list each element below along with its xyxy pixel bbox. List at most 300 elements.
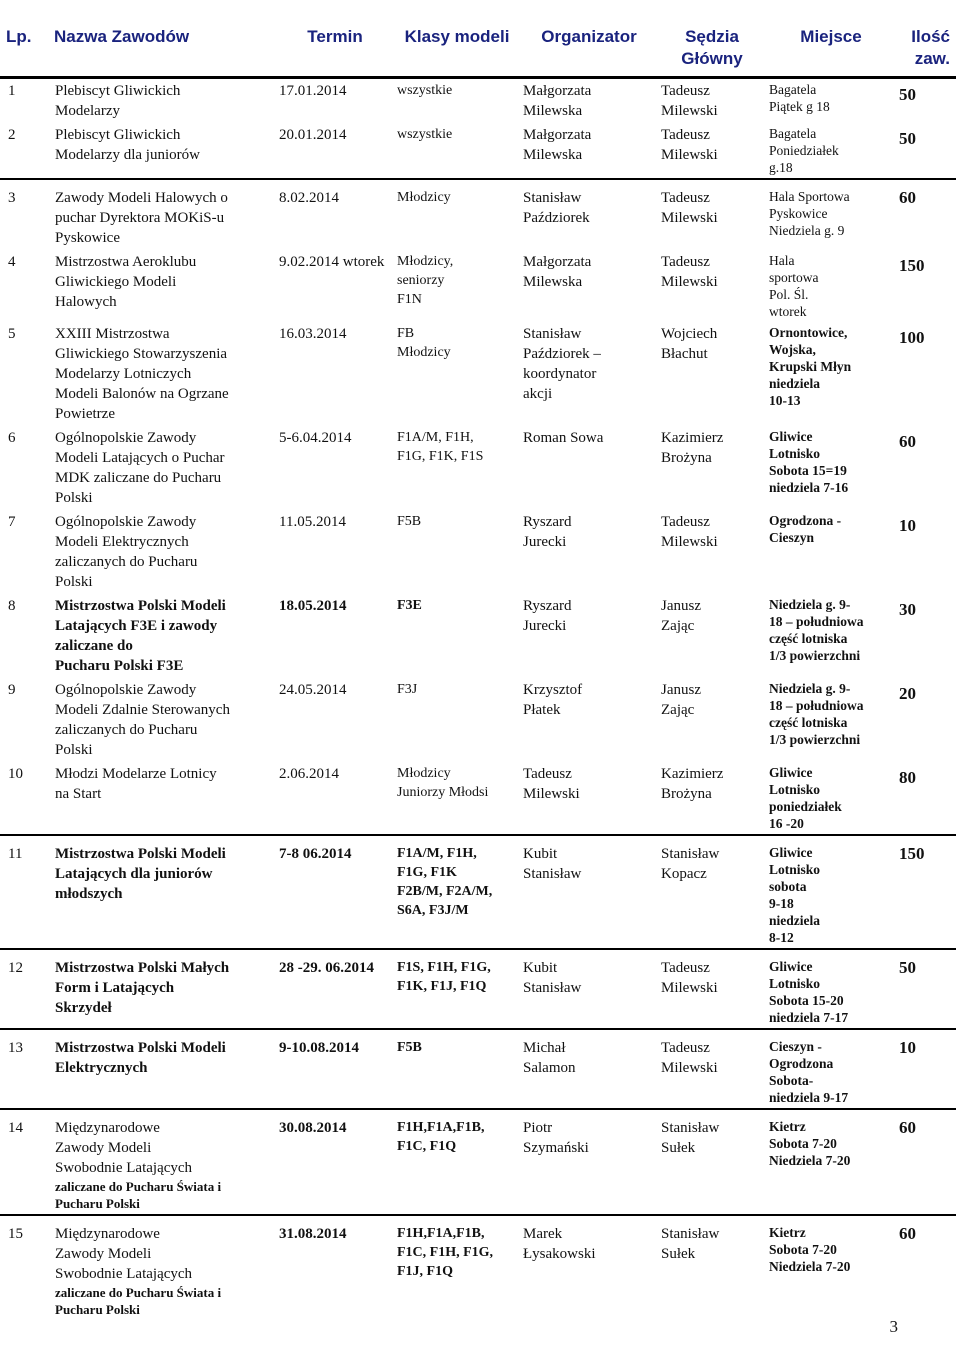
row-quantity: 150 [899, 256, 925, 275]
row-organizer-line: Łysakowski [523, 1246, 596, 1262]
row-place-line: niedziela 9-17 [769, 1090, 849, 1105]
row-organizer-line: Płatek [523, 702, 561, 718]
row-place-line: Poniedziałek [769, 143, 839, 158]
row-place-line: Bagatela [769, 126, 817, 141]
row-place [766, 762, 896, 835]
row-lp: 15 [0, 1215, 52, 1320]
row-judge-line: Tadeusz [661, 83, 710, 99]
row-name-line: Skrzydeł [55, 1000, 112, 1016]
row-lp: 12 [0, 949, 52, 1029]
row-judge-line: Tadeusz [661, 960, 710, 976]
row-place-line: Pyskowice [769, 206, 828, 221]
row-judge [658, 179, 766, 250]
row-classes-line: F3E [397, 598, 422, 613]
row-judge-line: Milewski [661, 147, 718, 163]
row-organizer [520, 594, 658, 678]
row-quantity: 30 [899, 600, 916, 619]
row-judge-line: Zając [661, 618, 695, 634]
row-name-line: Zawody Modeli [55, 1140, 152, 1156]
row-name-line: Polski [55, 574, 93, 590]
row-name-line: Modeli Elektrycznych [55, 534, 189, 550]
row-name-note: Pucharu Polski [55, 1196, 140, 1211]
row-name [52, 835, 276, 949]
row-lp: 9 [8, 682, 16, 698]
row-name-note: zaliczane do Pucharu Świata i [55, 1179, 222, 1194]
row-name-line: zaliczanych do Pucharu [55, 554, 198, 570]
row-judge [658, 123, 766, 179]
row-lp: 3 [0, 179, 52, 250]
row-name-line: na Start [55, 786, 102, 802]
row-place-line: Gliwice [769, 959, 813, 974]
row-place-line: Niedziela g. 9- [769, 681, 851, 696]
row-organizer [520, 1215, 658, 1320]
header-sedzia: Sędzia Główny [658, 10, 766, 78]
row-place-line: Niedziela 7-20 [769, 1259, 851, 1274]
page-number: 3 [889, 1317, 898, 1336]
row-place-line: Niedziela g. 9- [769, 597, 851, 612]
row-place-line: 1/3 powierzchni [769, 648, 861, 663]
row-name-line: zaliczanych do Pucharu [55, 722, 198, 738]
row-place [766, 678, 896, 762]
row-date: 9-10.08.2014 [276, 1029, 394, 1109]
row-classes [394, 1215, 520, 1320]
row-name-line: Mistrzostwa Polski Modeli [55, 598, 226, 614]
row-classes [394, 322, 520, 426]
row-place-line: Ornontowice, [769, 325, 848, 340]
row-judge-line: Zając [661, 702, 695, 718]
row-name-line: Gliwickiego Stowarzyszenia [55, 346, 228, 362]
row-name [52, 762, 276, 835]
row-classes [394, 179, 520, 250]
header-row [0, 10, 956, 78]
row-place [766, 1109, 896, 1215]
row-date: 8.02.2014 [276, 179, 394, 250]
row-classes-line: F1K, F1J, F1Q [397, 979, 487, 994]
row-place-line: sobota [769, 879, 807, 894]
table-row [0, 835, 956, 949]
row-organizer-line: Roman Sowa [523, 430, 604, 446]
row-place [766, 510, 896, 594]
row-name-line: Zawody Modeli Halowych o [55, 190, 228, 206]
row-place-line: Sobota 7-20 [769, 1242, 837, 1257]
row-judge-line: Sułek [661, 1140, 696, 1156]
row-organizer-line: Paździorek [523, 210, 590, 226]
row-organizer-line: Tadeusz [523, 766, 572, 782]
row-place [766, 1029, 896, 1109]
row-date: 30.08.2014 [276, 1109, 394, 1215]
row-classes-line: F2B/M, F2A/M, [397, 884, 493, 899]
row-place-line: Piątek g 18 [769, 99, 830, 114]
row-classes-line: F1J, F1Q [397, 1264, 453, 1279]
header-klasy: Klasy modeli [394, 10, 520, 78]
row-name [52, 123, 276, 179]
row-name-line: Halowych [55, 294, 117, 310]
row-organizer-line: Stanisław [523, 980, 582, 996]
row-organizer-line: Małgorzata [523, 83, 592, 99]
row-place-line: 8-12 [769, 930, 794, 945]
table-row [0, 179, 956, 250]
row-name-line: Pucharu Polski F3E [55, 658, 184, 674]
row-classes-line: F1H,F1A,F1B, [397, 1226, 485, 1241]
row-classes-line: wszystkie [397, 127, 453, 142]
table-row [0, 1029, 956, 1109]
row-judge-line: Tadeusz [661, 1040, 710, 1056]
row-name-line: Mistrzostwa Aeroklubu [55, 254, 197, 270]
row-place-line: część lotniska [769, 631, 848, 646]
row-judge [658, 762, 766, 835]
row-judge [658, 1109, 766, 1215]
row-place-line: Sobota 7-20 [769, 1136, 837, 1151]
row-classes-line: F1A/M, F1H, [397, 430, 474, 445]
row-judge [658, 322, 766, 426]
row-organizer-line: Szymański [523, 1140, 589, 1156]
row-place-line: 1/3 powierzchni [769, 732, 861, 747]
row-judge-line: Milewski [661, 274, 718, 290]
row-name-line: Powietrze [55, 406, 115, 422]
row-name-line: Ogólnopolskie Zawody [55, 514, 197, 530]
row-organizer-line: Paździorek – [523, 346, 601, 362]
row-date: 2.06.2014 [279, 766, 339, 782]
row-organizer-line: Stanisław [523, 326, 582, 342]
row-place [766, 123, 896, 179]
row-judge-line: Tadeusz [661, 190, 710, 206]
row-name [52, 250, 276, 322]
row-place [766, 594, 896, 678]
row-organizer [520, 179, 658, 250]
header-ilosc: Ilość zaw. [896, 10, 956, 78]
row-name-line: XXIII Mistrzostwa [55, 326, 170, 342]
row-judge-line: Janusz [661, 682, 701, 698]
row-judge-line: Milewski [661, 980, 718, 996]
row-classes-line: S6A, F3J/M [397, 903, 469, 918]
row-place-line: niedziela [769, 376, 820, 391]
row-date: 18.05.2014 [279, 598, 347, 614]
row-classes-line: F5B [397, 1040, 422, 1055]
row-organizer-line: Stanisław [523, 866, 582, 882]
row-name-line: Polski [55, 742, 93, 758]
row-lp: 1 [8, 83, 16, 99]
row-classes-line: Młodzicy [397, 766, 451, 781]
row-date: 28 -29. 06.2014 [276, 949, 394, 1029]
row-place-line: Sobota 15-20 [769, 993, 844, 1008]
row-name-line: Swobodnie Latających [55, 1160, 193, 1176]
row-date: 9.02.2014 wtorek [279, 254, 385, 270]
row-classes-line: F1N [397, 292, 422, 307]
row-name-line: Form i Latających [55, 980, 175, 996]
row-place-line: 18 – południowa [769, 698, 864, 713]
row-quantity: 10 [899, 516, 916, 535]
row-judge [658, 594, 766, 678]
header-lp: Lp. [0, 10, 52, 78]
row-lp: 5 [8, 326, 16, 342]
row-judge [658, 1215, 766, 1320]
row-name-line: Mistrzostwa Polski Modeli [55, 846, 226, 862]
table-row [0, 678, 956, 762]
row-name-line: Swobodnie Latających [55, 1266, 193, 1282]
row-name-line: Młodzi Modelarze Lotnicy [55, 766, 217, 782]
row-judge-line: Kopacz [661, 866, 707, 882]
row-organizer [520, 322, 658, 426]
row-organizer-line: Marek [523, 1226, 563, 1242]
row-name [52, 1215, 276, 1320]
row-place [766, 78, 896, 124]
row-name-line: Modeli Zdalnie Sterowanych [55, 702, 230, 718]
row-organizer-line: Milewska [523, 274, 583, 290]
header-termin: Termin [276, 10, 394, 78]
row-classes-line: F1H,F1A,F1B, [397, 1120, 485, 1135]
row-place-line: Pol. Śl. [769, 287, 809, 302]
row-place-line: Bagatela [769, 82, 817, 97]
row-quantity: 20 [899, 684, 916, 703]
row-name-line: Gliwickiego Modeli [55, 274, 177, 290]
row-organizer-line: akcji [523, 386, 553, 402]
row-name-note: zaliczane do Pucharu Świata i [55, 1285, 222, 1300]
row-classes [394, 250, 520, 322]
row-organizer [520, 678, 658, 762]
row-name [52, 426, 276, 510]
row-organizer [520, 123, 658, 179]
row-judge-line: Milewski [661, 103, 718, 119]
row-name [52, 1109, 276, 1215]
row-place [766, 179, 896, 250]
table-row [0, 426, 956, 510]
row-place-line: Lotnisko [769, 446, 821, 461]
row-name-line: Modelarzy [55, 103, 120, 119]
row-classes-line: wszystkie [397, 83, 453, 98]
row-judge-line: Janusz [661, 598, 701, 614]
row-judge [658, 1029, 766, 1109]
row-quantity: 10 [896, 1029, 956, 1109]
row-date: 11.05.2014 [279, 514, 346, 530]
row-place-line: Gliwice [769, 429, 813, 444]
row-organizer-line: Jurecki [523, 618, 567, 634]
row-organizer-line: Salamon [523, 1060, 576, 1076]
row-judge [658, 949, 766, 1029]
row-judge-line: Sułek [661, 1246, 696, 1262]
row-judge-line: Wojciech [661, 326, 718, 342]
row-quantity: 50 [899, 129, 916, 148]
row-organizer-line: Ryszard [523, 598, 572, 614]
row-name-line: Modelarzy dla juniorów [55, 147, 200, 163]
row-name-line: Plebiscyt Gliwickich [55, 127, 181, 143]
row-name-line: Zawody Modeli [55, 1246, 152, 1262]
row-judge-line: Milewski [661, 1060, 718, 1076]
row-place-line: Sobota 15=19 [769, 463, 847, 478]
table-row [0, 1109, 956, 1215]
row-quantity: 60 [896, 1215, 956, 1320]
row-classes [394, 949, 520, 1029]
row-judge-line: Błachut [661, 346, 708, 362]
row-place-line: Cieszyn [769, 530, 814, 545]
row-judge [658, 678, 766, 762]
row-date: 24.05.2014 [279, 682, 347, 698]
row-classes-line: F1C, F1H, F1G, [397, 1245, 494, 1260]
row-classes [394, 426, 520, 510]
row-date: 5-6.04.2014 [279, 430, 352, 446]
row-place-line: 16 -20 [769, 816, 804, 831]
row-name-line: młodszych [55, 886, 123, 902]
row-place [766, 426, 896, 510]
row-organizer [520, 835, 658, 949]
row-judge [658, 426, 766, 510]
row-place-line: Niedziela g. 9 [769, 223, 845, 238]
table-row [0, 322, 956, 426]
row-judge-line: Brożyna [661, 786, 712, 802]
row-quantity: 100 [899, 328, 925, 347]
row-organizer [520, 250, 658, 322]
row-classes-line: Młodzicy [397, 190, 451, 205]
table-row [0, 510, 956, 594]
row-classes [394, 123, 520, 179]
competition-schedule-table [0, 10, 956, 1320]
row-place-line: Krupski Młyn [769, 359, 852, 374]
row-organizer-line: Małgorzata [523, 127, 592, 143]
row-classes-line: F3J [397, 682, 418, 697]
row-judge [658, 835, 766, 949]
row-place-line: część lotniska [769, 715, 848, 730]
row-place [766, 835, 896, 949]
row-organizer-line: Jurecki [523, 534, 567, 550]
row-name [52, 594, 276, 678]
row-name [52, 179, 276, 250]
row-judge-line: Tadeusz [661, 514, 710, 530]
row-name-line: Ogólnopolskie Zawody [55, 430, 197, 446]
row-place-line: Wojska, [769, 342, 816, 357]
row-name-line: Międzynarodowe [55, 1120, 160, 1136]
row-date: 17.01.2014 [279, 83, 347, 99]
row-name [52, 949, 276, 1029]
row-judge-line: Tadeusz [661, 254, 710, 270]
row-name-line: Modeli Latających o Puchar [55, 450, 225, 466]
table-row [0, 594, 956, 678]
row-quantity: 60 [899, 432, 916, 451]
row-quantity: 150 [896, 835, 956, 949]
row-lp: 2 [8, 127, 16, 143]
row-name-line: Mistrzostwa Polski Małych [55, 960, 230, 976]
row-date: 31.08.2014 [276, 1215, 394, 1320]
row-quantity: 50 [896, 949, 956, 1029]
row-judge [658, 250, 766, 322]
row-judge-line: Tadeusz [661, 127, 710, 143]
row-classes-line: Młodzicy [397, 345, 451, 360]
row-classes [394, 835, 520, 949]
row-classes [394, 762, 520, 835]
row-place [766, 1215, 896, 1320]
row-name-line: Modeli Balonów na Ogrzane [55, 386, 229, 402]
row-judge-line: Stanisław [661, 1120, 720, 1136]
row-name [52, 1029, 276, 1109]
row-judge [658, 510, 766, 594]
row-name-line: zaliczane do [55, 638, 133, 654]
row-classes [394, 1029, 520, 1109]
table-row [0, 762, 956, 835]
row-place-line: Lotnisko [769, 976, 821, 991]
row-name-line: Elektrycznych [55, 1060, 148, 1076]
row-organizer-line: Kubit [523, 960, 558, 976]
row-date: 7-8 06.2014 [276, 835, 394, 949]
row-judge-line: Milewski [661, 210, 718, 226]
table-row [0, 949, 956, 1029]
row-name-note: Pucharu Polski [55, 1302, 140, 1317]
row-place-line: 18 – południowa [769, 614, 864, 629]
row-lp: 11 [0, 835, 52, 949]
row-organizer-line: Krzysztof [523, 682, 583, 698]
row-place-line: 10-13 [769, 393, 801, 408]
row-place-line: poniedziałek [769, 799, 842, 814]
row-lp: 10 [8, 766, 23, 782]
row-name [52, 322, 276, 426]
row-place-line: Gliwice [769, 765, 813, 780]
row-organizer [520, 1029, 658, 1109]
row-judge-line: Milewski [661, 534, 718, 550]
row-organizer [520, 762, 658, 835]
header-organizator: Organizator [520, 10, 658, 78]
row-date: 20.01.2014 [279, 127, 347, 143]
row-classes-line: F1G, F1K [397, 865, 457, 880]
row-name-line: Polski [55, 490, 93, 506]
row-lp: 7 [8, 514, 16, 530]
row-place [766, 949, 896, 1029]
row-organizer [520, 949, 658, 1029]
row-organizer-line: Kubit [523, 846, 558, 862]
row-place-line: Kietrz [769, 1119, 806, 1134]
row-place-line: niedziela [769, 913, 820, 928]
row-place-line: Hala [769, 253, 795, 268]
row-organizer-line: Milewska [523, 147, 583, 163]
row-place [766, 322, 896, 426]
row-lp: 14 [0, 1109, 52, 1215]
row-judge [658, 78, 766, 124]
row-organizer-line: Milewski [523, 786, 580, 802]
row-place-line: niedziela 7-17 [769, 1010, 849, 1025]
row-place-line: Ogrodzona - [769, 513, 842, 528]
row-quantity: 80 [899, 768, 916, 787]
row-classes-line: F1G, F1K, F1S [397, 449, 484, 464]
table-body [0, 78, 956, 1321]
table-row [0, 250, 956, 322]
row-classes [394, 1109, 520, 1215]
row-place-line: Sobota- [769, 1073, 814, 1088]
row-name-line: Pyskowice [55, 230, 120, 246]
row-place-line: niedziela 7-16 [769, 480, 849, 495]
header-miejsce: Miejsce [766, 10, 896, 78]
row-classes-line: Juniorzy Młodsi [397, 785, 489, 800]
row-quantity: 60 [896, 1109, 956, 1215]
row-organizer [520, 78, 658, 124]
row-classes-line: F1S, F1H, F1G, [397, 960, 491, 975]
row-name-line: Międzynarodowe [55, 1226, 160, 1242]
row-organizer [520, 510, 658, 594]
row-name-line: MDK zaliczane do Pucharu [55, 470, 222, 486]
row-place-line: sportowa [769, 270, 819, 285]
row-place-line: 9-18 [769, 896, 794, 911]
table-row [0, 78, 956, 124]
row-judge-line: Kazimierz [661, 430, 724, 446]
row-classes [394, 678, 520, 762]
row-name-line: Ogólnopolskie Zawody [55, 682, 197, 698]
row-organizer [520, 1109, 658, 1215]
row-place-line: Hala Sportowa [769, 189, 850, 204]
row-lp: 6 [8, 430, 16, 446]
row-organizer-line: Piotr [523, 1120, 553, 1136]
row-organizer-line: koordynator [523, 366, 597, 382]
row-name-line: Latających dla juniorów [55, 866, 213, 882]
row-place-line: Cieszyn - [769, 1039, 822, 1054]
row-name [52, 678, 276, 762]
row-classes [394, 78, 520, 124]
row-judge-line: Kazimierz [661, 766, 724, 782]
header-nazwa: Nazwa Zawodów [52, 10, 276, 78]
